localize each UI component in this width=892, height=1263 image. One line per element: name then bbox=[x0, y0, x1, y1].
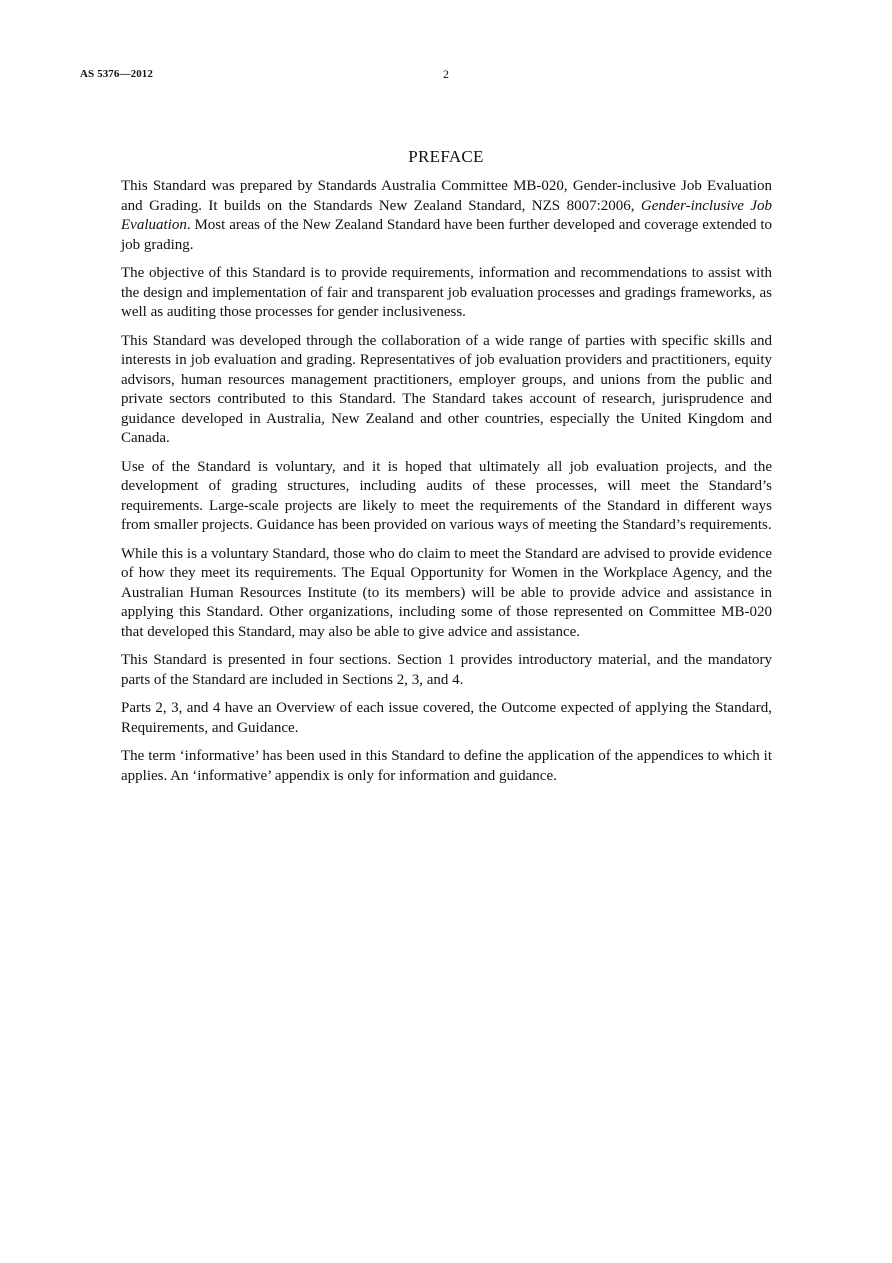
page-title: PREFACE bbox=[408, 147, 484, 166]
paragraph-7: Parts 2, 3, and 4 have an Overview of each issue covered, the Outcome expected of applying the Standard, Requirements, and Guidance. bbox=[121, 700, 772, 736]
paragraph-3: This Standard was developed through the collaboration of a wide range of parties with specific skills and interests in job evaluation and grading. Representatives of job evaluation providers and practitioners, equity advisors, human resources management practitioners, employer groups, and unions from the public and private sectors contributed to this Standard. The Standard takes account of research, jurisprudence and guidance developed in Australia, New Zealand and other countries, especially the United Kingdom and Canada. bbox=[121, 332, 772, 446]
paragraph-4: Use of the Standard is voluntary, and it is hoped that ultimately all job evaluation projects, and the development of grading structures, including audits of these processes, will meet the Standard’s requirements. Large-scale projects are likely to meet the requirements of the Standard in different ways from smaller projects. Guidance has been provided on various ways of meeting the Standard’s requirements. bbox=[121, 458, 772, 533]
paragraph-6: This Standard is presented in four sections. Section 1 provides introductory material, and the mandatory parts of the Standard are included in Sections 2, 3, and 4. bbox=[121, 652, 772, 688]
paragraph-5: While this is a voluntary Standard, those who do claim to meet the Standard are advised to provide evidence of how they meet its requirements. The Equal Opportunity for Women in the Workplace Agency, and the Australian Human Resources Institute (to its members) will be able to provide advice and assistance in applying this Standard. Other organizations, including some of those represented on Committee MB-020 that developed this Standard, may also be able to give advice and assistance. bbox=[121, 545, 772, 640]
paragraph-1-text-b: . Most areas of the New Zealand Standard have been further developed and coverage extended to job grading. bbox=[121, 217, 772, 253]
paragraph-1 bbox=[121, 177, 772, 255]
paragraph-1-italic-title: Gender-inclusive Job Evaluation bbox=[121, 197, 772, 233]
paragraph-8: The term ‘informative’ has been used in this Standard to define the application of the appendices to which it applies. An ‘informative’ appendix is only for information and guidance. bbox=[121, 748, 772, 784]
preface-body bbox=[121, 177, 772, 795]
document-id: AS 5376—2012 bbox=[80, 68, 154, 80]
page-number: 2 bbox=[443, 67, 449, 81]
paragraph-2: The objective of this Standard is to provide requirements, information and recommendations to assist with the design and implementation of fair and transparent job evaluation processes and gradings frameworks, as well as auditing those processes for gender inclusiveness. bbox=[121, 265, 772, 320]
paragraph-1-text-a: This Standard was prepared by Standards Australia Committee MB-020, Gender-inclusive Job Evaluation and Grading. It builds on the Standards New Zealand Standard, NZS 8007:2006, bbox=[121, 178, 772, 214]
